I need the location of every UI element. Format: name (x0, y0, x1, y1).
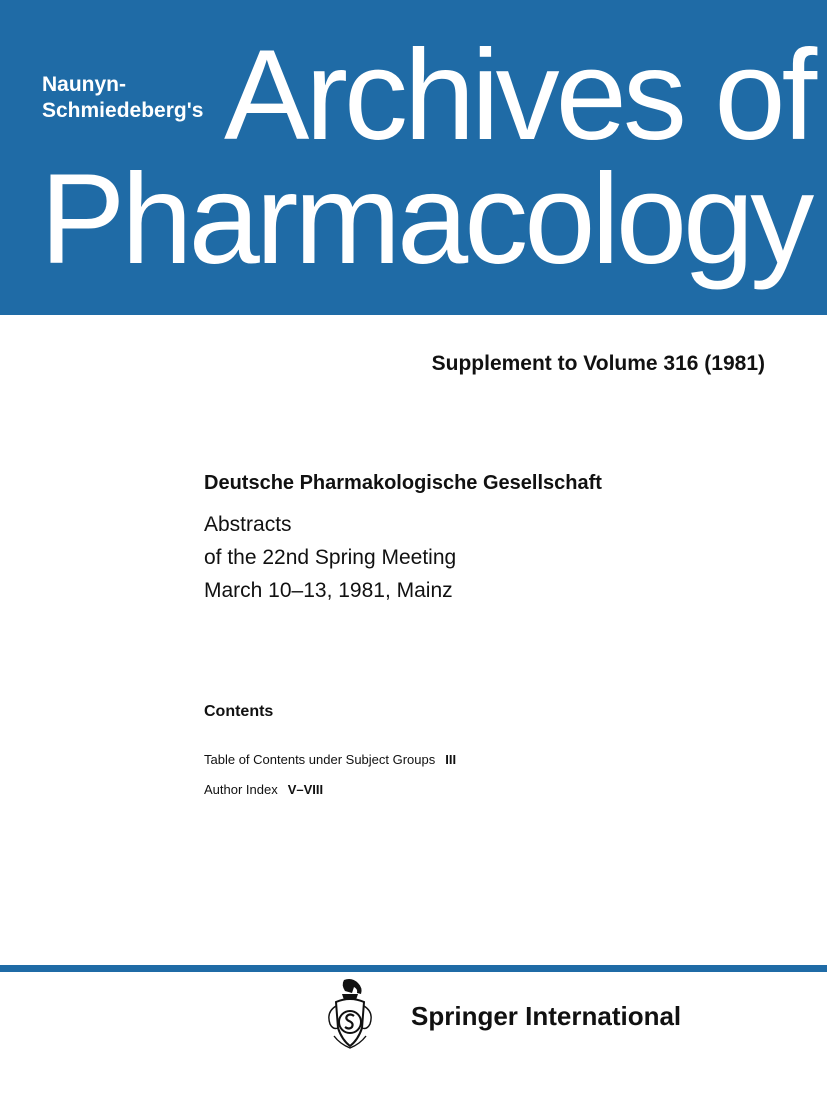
publisher-name: Springer International (411, 1001, 682, 1031)
prefix-line-2: Schmiedeberg's (42, 99, 204, 122)
society-name: Deutsche Pharmakologische Gesellschaft (204, 472, 602, 494)
toc-item-pages: V–VIII (287, 782, 324, 797)
journal-banner (0, 0, 827, 315)
journal-prefix (42, 72, 203, 124)
toc-item (204, 752, 456, 767)
toc-item-label: Author Index (204, 782, 278, 797)
springer-knight-icon (322, 976, 378, 1052)
abstracts-line: Abstracts (204, 513, 292, 536)
supplement-volume: Supplement to Volume 316 (1981) (431, 352, 765, 375)
toc-item-pages: III (445, 752, 457, 767)
journal-title-line-1: Archives of (224, 24, 814, 167)
prefix-line-1: Naunyn- (42, 73, 126, 96)
toc-item-label: Table of Contents under Subject Groups (204, 752, 436, 767)
toc-item (204, 782, 323, 797)
journal-title-line-2: Pharmacology (40, 148, 811, 291)
meeting-line: of the 22nd Spring Meeting (204, 546, 457, 569)
footer-rule (0, 965, 827, 972)
contents-heading: Contents (204, 703, 274, 720)
meeting-date-line: March 10–13, 1981, Mainz (204, 579, 453, 602)
